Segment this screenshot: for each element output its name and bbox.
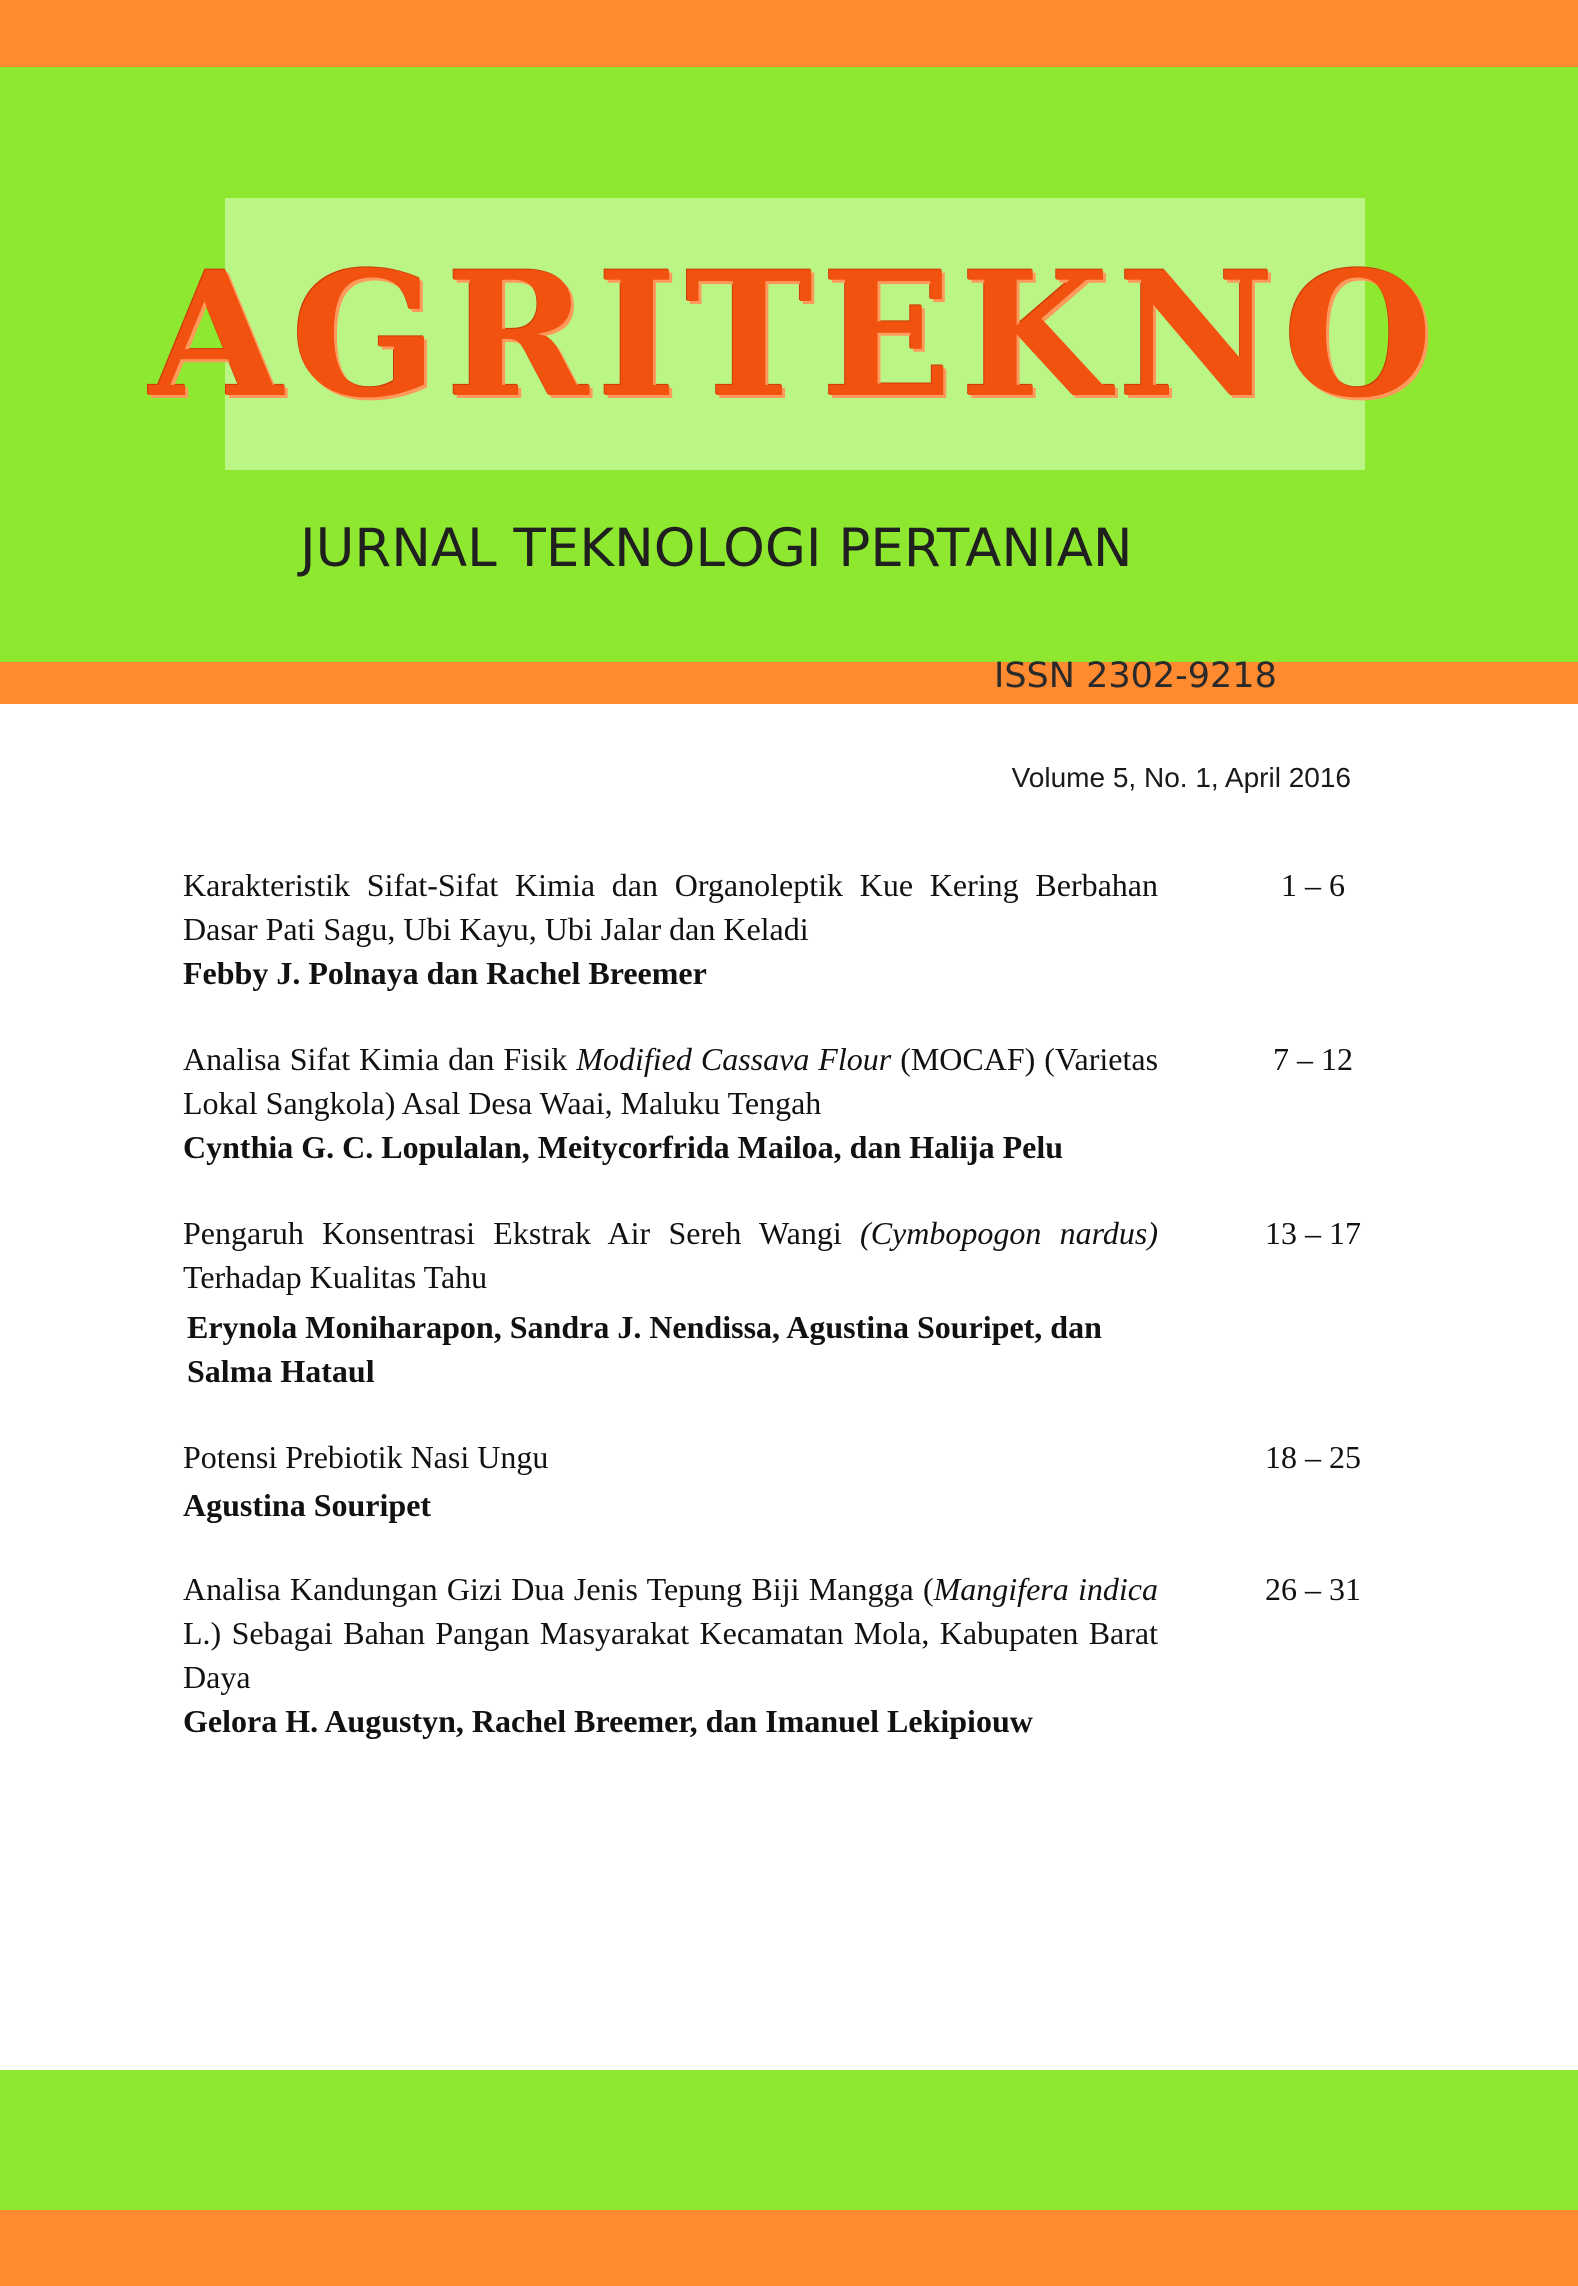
issn-band — [0, 662, 1578, 704]
article-authors: Gelora H. Augustyn, Rachel Breemer, dan Imanuel Lekipiouw — [183, 1703, 1033, 1739]
journal-logo: AGRITEKNO — [149, 232, 1441, 436]
article-title: Analisa Sifat Kimia dan Fisik Modified Cassava Flour (MOCAF) (Varietas Lokal Sangkola) Asal Desa Waai, Maluku Tengah — [183, 1041, 1159, 1121]
article-authors: Febby J. Polnaya dan Rachel Breemer — [183, 955, 707, 991]
article-pages: 1 – 6 — [1281, 867, 1345, 903]
article-pages: 18 – 25 — [1265, 1439, 1361, 1475]
toc-entry-2 — [183, 1037, 1353, 1169]
article-title: Potensi Prebiotik Nasi Ungu — [183, 1439, 549, 1475]
toc-entry-5 — [183, 1567, 1361, 1743]
volume-issue-line: Volume 5, No. 1, April 2016 — [1011, 762, 1351, 793]
top-orange-band — [0, 0, 1578, 67]
toc-entry-4 — [183, 1435, 1361, 1527]
article-authors: Erynola Moniharapon, Sandra J. Nendissa, Agustina Souripet, dan Salma Hataul — [187, 1309, 1102, 1389]
article-authors: Cynthia G. C. Lopulalan, Meitycorfrida Mailoa, dan Halija Pelu — [183, 1129, 1064, 1165]
article-title: Analisa Kandungan Gizi Dua Jenis Tepung Biji Mangga (Mangifera indica L.) Sebagai Bahan Pangan Masyarakat Kecamatan Mola, Kabupaten Barat Daya — [183, 1571, 1159, 1695]
article-pages: 7 – 12 — [1273, 1041, 1353, 1077]
article-pages: 26 – 31 — [1265, 1571, 1361, 1607]
journal-logo-box — [149, 198, 1441, 470]
article-title: Pengaruh Konsentrasi Ekstrak Air Sereh Wangi (Cymbopogon nardus) Terhadap Kualitas Tahu — [183, 1215, 1159, 1295]
toc-entry-3 — [183, 1211, 1361, 1393]
article-authors: Agustina Souripet — [183, 1487, 432, 1523]
journal-subtitle: JURNAL TEKNOLOGI PERTANIAN — [300, 518, 1133, 579]
toc-entry-1 — [183, 863, 1345, 995]
article-title: Karakteristik Sifat-Sifat Kimia dan Organoleptik Kue Kering Berbahan Dasar Pati Sagu, Ubi Kayu, Ubi Jalar dan Keladi — [183, 867, 1158, 947]
issn-number: ISSN 2302-9218 — [994, 656, 1277, 696]
footer-orange-band — [0, 2210, 1578, 2286]
article-pages: 13 – 17 — [1265, 1215, 1361, 1251]
footer-green-band — [0, 2070, 1578, 2210]
